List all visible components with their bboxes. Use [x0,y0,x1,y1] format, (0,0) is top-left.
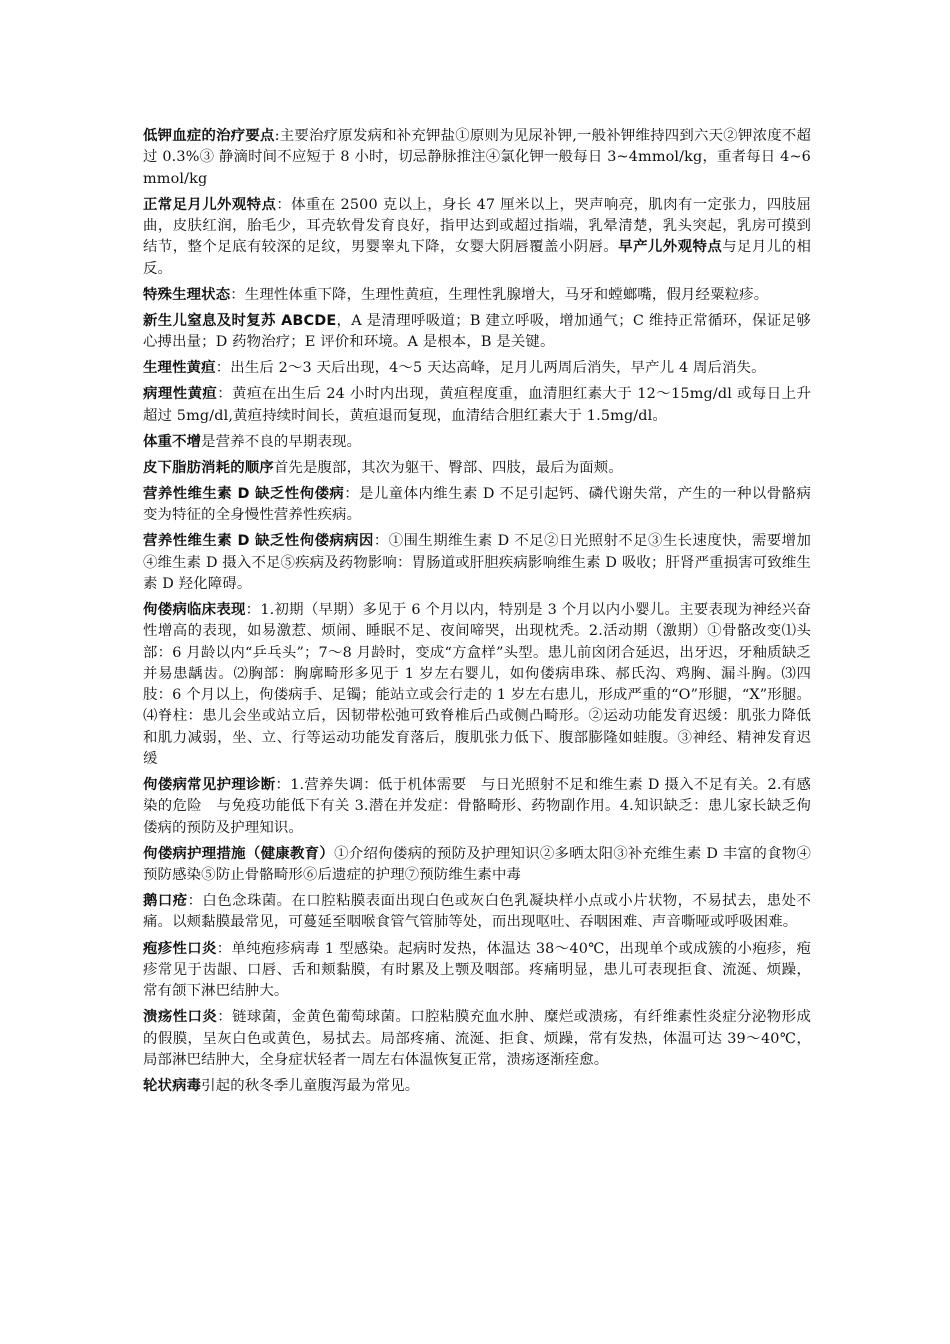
paragraph-p1 [143,126,811,190]
term-heading: 正常足月儿外观特点 [143,196,277,213]
term-heading: 营养性维生素 D 缺乏性佝偻病病因 [143,533,374,550]
paragraph-p17 [143,1076,811,1097]
body-text: 首先是腹部，其次为躯干、臀部、四肢，最后为面颊。 [273,459,623,476]
body-text: ：链球菌，金黄色葡萄球菌。口腔粘膜充血水肿、糜烂或溃疡，有纤维素性炎症分泌物形成的假膜，呈灰白色或黄色，易拭去。局部疼痛、流涎、拒食、烦躁，常有发热，体温可达 39～40℃，局部淋巴结肿大，全身症状轻者一周左右体温恢复正常，溃疡逐渐痊愈。 [143,1009,811,1068]
body-text: ：体重在 2500 克以上，身长 47 厘米以上，哭声响亮，肌肉有一定张力，四肢屈曲，皮肤红润，胎毛少，耳壳软骨发育良好，指甲达到或超过指端，乳晕清楚，乳头突起，乳房可摸到结节，整个足底有较深的足纹，男婴睾丸下降，女婴大阴唇覆盖小阴唇。 [143,196,811,256]
term-heading: 佝偻病常见护理诊断 [143,777,276,794]
term-heading: 生理性黄疸 [143,360,216,377]
body-text: ：白色念珠菌。在口腔粘膜表面出现白色或灰白色乳凝块样小点或小片状物，不易拭去，患处不痛。以颊黏膜最常见，可蔓延至咽喉食管气管肺等处，而出现呕吐、吞咽困难、声音嘶哑或呼吸困难。 [143,893,811,931]
body-text: ：出生后 2～3 天后出现，4～5 天达高峰，足月儿两周后消失，早产儿 4 周后消失。 [215,360,766,377]
term-heading: 特殊生理状态 [143,286,231,303]
body-text: 与足月儿的相反。 [143,239,811,277]
paragraph-p4 [143,311,811,354]
body-text: ：单纯疱疹病毒 1 型感染。起病时发热，体温达 38～40℃，出现单个或成簇的小疱疹，疱疹常见于齿龈、口唇、舌和颊黏膜，有时累及上颚及咽部。疼痛明显，患儿可表现拒食、流涎、烦躁，常有颌下淋巴结肿大。 [143,940,811,1000]
paragraph-p13 [143,844,811,887]
term-heading: 皮下脂肪消耗的顺序 [143,459,274,476]
body-text: ：1.初期（早期）多见于 6 个月以内，特别是 3 个月以内小婴儿。主要表现为神经兴奋性增高的表现，如易激惹、烦闹、睡眠不足、夜间啼哭，出现枕秃。2.活动期（激期）①骨骼改变⑴头部：6 月龄以内“乒乓头”；7～8 月龄时，变成“方盒样”头型。患儿前囟闭合延迟，出牙迟，牙釉质缺乏并易患龋齿。⑵胸部：胸廓畸形多见于 1 岁左右婴儿，如佝偻病串珠、郝氏沟、鸡胸、漏斗胸。⑶四肢：6 个月以上，佝偻病手、足镯；能站立或会行走的 1 岁左右患儿，形成严重的“O”形腿，“X”形腿。⑷脊柱：患儿会坐或站立后，因韧带松弛可致脊椎后凸或侧凸畸形。②运动功能发育迟缓：肌张力降低和肌力减弱，坐、立、行等运动功能发育落后，腹肌张力低下、腹部膨隆如蛙腹。③神经、精神发育迟缓 [143,601,811,767]
paragraph-p9 [143,484,811,527]
document-page [143,126,811,1102]
term-heading: 佝偻病临床表现 [143,601,246,618]
body-text: ：生理性体重下降，生理性黄疸，生理性乳腺增大，马牙和螳螂嘴，假月经粟粒疹。 [230,286,769,303]
body-text: :主要治疗原发病和补充钾盐①原则为见尿补钾,一般补钾维持四到六天②钾浓度不超过 0.3%③ 静滴时间不应短于 8 小时，切忌静脉推注④氯化钾一般每日 3~4mmol/kg，重者每日 4~6mmol/kg [143,128,811,187]
term-heading: 体重不增 [143,433,202,450]
term-heading: 病理性黄疸 [143,386,218,403]
body-text: ：1.营养失调：低于机体需要 与日光照射不足和维生素 D 摄入不足有关。2.有感染的危险 与免疫功能低下有关 3.潜在并发症：骨骼畸形、药物副作用。4.知识缺乏：患儿家长缺乏佝偻病的预防及护理知识。 [143,777,811,836]
term-heading: 溃疡性口炎 [143,1009,218,1026]
paragraph-p7 [143,432,811,453]
term-heading: 营养性维生素 D 缺乏性佝偻病 [143,485,345,502]
paragraph-p8 [143,458,811,479]
body-text: 是营养不良的早期表现。 [201,433,362,450]
paragraph-p2 [143,195,811,280]
paragraph-p10 [143,531,811,595]
body-text: ：黄疸在出生后 24 小时内出现，黄疸程度重，血清胆红素大于 12～15mg/dl 或每日上升超过 5mg/dl,黄疸持续时间长，黄疸退而复现，血清结合胆红素大于 1.5mg/dl。 [143,386,811,424]
term-heading: 低钾血症的治疗要点 [143,128,275,144]
body-text: ，A 是清理呼吸道；B 建立呼吸，增加通气；C 维持正常循环，保证足够心搏出量；D 药物治疗；E 评价和环境。A 是根本，B 是关键。 [143,312,811,351]
paragraph-p15 [143,939,811,1003]
paragraph-p5 [143,358,811,379]
paragraph-p16 [143,1007,811,1071]
paragraph-p11 [143,600,811,770]
term-heading: 早产儿外观特点 [618,239,723,256]
paragraph-p14 [143,891,811,934]
paragraph-p3 [143,285,811,306]
term-heading: 新生儿窒息及时复苏 ABCDE [143,312,337,329]
term-heading: 佝偻病护理措施（健康教育） [143,845,335,862]
term-heading: 轮状病毒 [143,1077,202,1094]
term-heading: 疱疹性口炎 [143,940,217,957]
body-text: ①介绍佝偻病的预防及护理知识②多晒太阳③补充维生素 D 丰富的食物④预防感染⑤防止骨骼畸形⑥后遗症的护理⑦预防维生素中毒 [143,845,811,884]
paragraph-p12 [143,775,811,839]
term-heading: 鹅口疮 [143,893,188,910]
body-text: ：是儿童体内维生素 D 不足引起钙、磷代谢失常，产生的一种以骨骼病变为特征的全身慢性营养性疾病。 [143,485,812,524]
paragraph-p6 [143,384,811,427]
body-text: ：①围生期维生素 D 不足②日光照射不足③生长速度快，需要增加④维生素 D 摄入不足⑤疾病及药物影响：胃肠道或肝胆疾病影响维生素 D 吸收；肝肾严重损害可致维生素 D 羟化障碍。 [143,533,811,592]
body-text: 引起的秋冬季儿童腹泻最为常见。 [201,1077,420,1094]
